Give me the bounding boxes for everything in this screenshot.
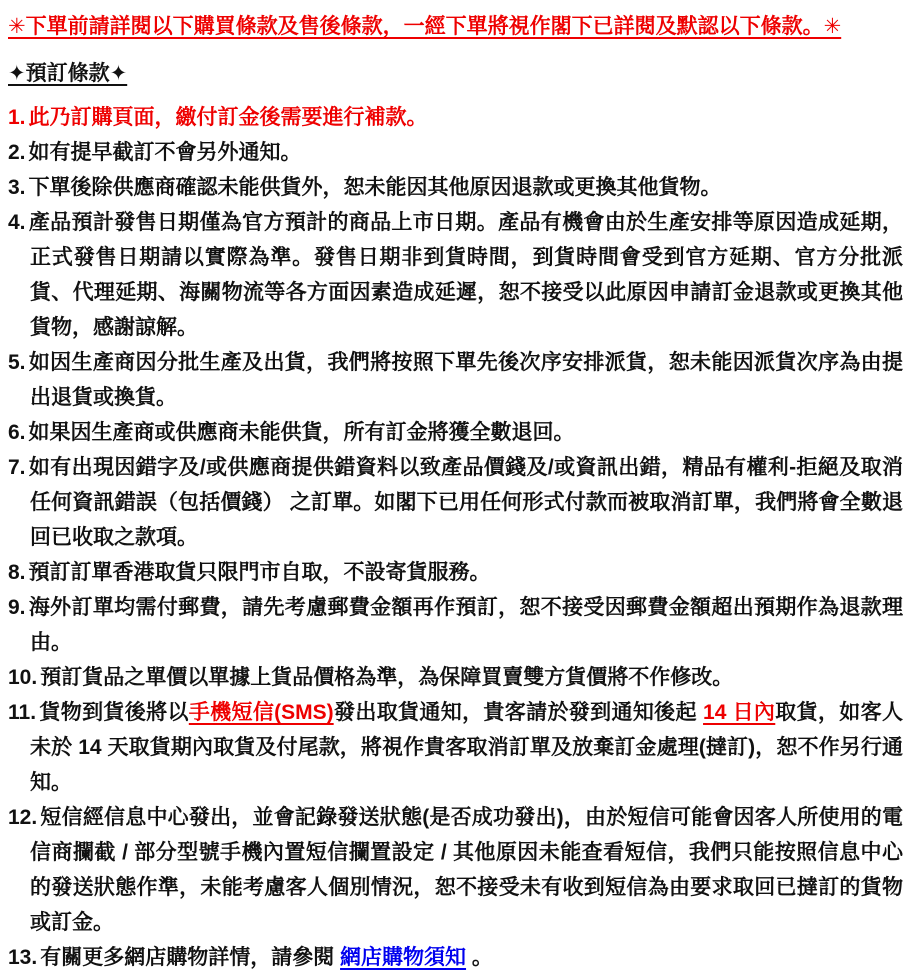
term-number: 8. [8,561,26,584]
term-item-4 [8,205,903,345]
term-number: 4. [8,211,26,234]
term-number: 2. [8,141,26,164]
term-text: 海外訂單均需付郵費，請先考慮郵費金額再作預訂，恕不接受因郵費金額超出預期作為退款理由。 [28,596,903,654]
sms-notice-highlight: 手機短信(SMS) [188,701,334,724]
term-item-1 [8,100,903,135]
term-item-7 [8,450,903,555]
term-text: 如果因生產商或供應商未能供貨，所有訂金將獲全數退回。 [28,421,575,444]
pickup-deadline-highlight: 14 日內 [703,701,776,724]
term-number: 7. [8,456,26,479]
term-item-2 [8,135,903,170]
term-item-11 [8,695,903,800]
preorder-terms-title: ✦預訂條款✦ [8,62,128,85]
term-number: 9. [8,596,26,619]
purchase-terms-warning-header: ✳下單前請詳閱以下購買條款及售後條款，一經下單將視作閣下已詳閱及默認以下條款。✳ [8,15,842,38]
term-text: 下單後除供應商確認未能供貨外，恕未能因其他原因退款或更換其他貨物。 [28,176,722,199]
term-item-6 [8,415,903,450]
term-number: 11. [8,701,37,724]
term-item-13 [8,940,903,975]
term-item-10 [8,660,903,695]
term-text: 預訂貨品之單價以單據上貨品價格為準，為保障買賣雙方貨價將不作修改。 [40,666,734,689]
term-text: 此乃訂購頁面，繳付訂金後需要進行補款。 [28,106,428,129]
store-shopping-notice-link[interactable]: 網店購物須知 [340,946,467,969]
term-text: 產品預計發售日期僅為官方預計的商品上市日期。產品有機會由於生產安排等原因造成延期，正式發售日期請以實際為準。發售日期非到貨時間，到貨時間會受到官方延期、官方分批派貨、代理延期、海關物流等各方面因素造成延遲，恕不接受以此原因申請訂金退款或更換其他貨物，感謝諒解。 [28,211,903,339]
term-text: 如有出現因錯字及/或供應商提供錯資料以致產品價錢及/或資訊出錯，精品有權利-拒絕及取消任何資訊錯誤（包括價錢） 之訂單。如閣下已用任何形式付款而被取消訂單，我們將會全數退回已收取之款項。 [28,456,903,549]
term-text: 貨物到貨後將以 [39,701,189,724]
term-item-8 [8,555,903,590]
term-number: 12. [8,806,38,829]
term-number: 3. [8,176,26,199]
term-number: 10. [8,666,38,689]
term-text: 。 [466,946,493,969]
terms-list [8,100,903,975]
term-text: 短信經信息中心發出，並會記錄發送狀態(是否成功發出)，由於短信可能會因客人所使用的電信商攔截 / 部分型號手機內置短信攔置設定 / 其他原因未能查看短信，我們只能按照信息中心的發送狀態作準，未能考慮客人個別情況，恕不接受未有收到短信為由要求取回已撻訂的貨物或訂金。 [30,806,903,934]
term-text: 發出取貨通知，貴客請於發到通知後起 [333,701,704,724]
term-text: 如因生產商因分批生產及出貨，我們將按照下單先後次序安排派貨，恕未能因派貨次序為由提出退貨或換貨。 [28,351,903,409]
term-number: 13. [8,946,38,969]
term-item-5 [8,345,903,415]
term-text: 取貨，如客人未於 14 天取貨期內取貨及付尾款，將視作貴客取消訂單及放棄訂金處理(撻訂)，恕不作另行通知。 [30,701,903,794]
term-text: 如有提早截訂不會另外通知。 [28,141,302,164]
term-item-9 [8,590,903,660]
term-number: 6. [8,421,26,444]
term-item-12 [8,800,903,940]
term-item-3 [8,170,903,205]
term-text: 預訂訂單香港取貨只限門市自取，不設寄貨服務。 [28,561,491,584]
term-number: 1. [8,106,26,129]
term-number: 5. [8,351,26,374]
term-text: 有關更多網店購物詳情，請參閱 [40,946,341,969]
